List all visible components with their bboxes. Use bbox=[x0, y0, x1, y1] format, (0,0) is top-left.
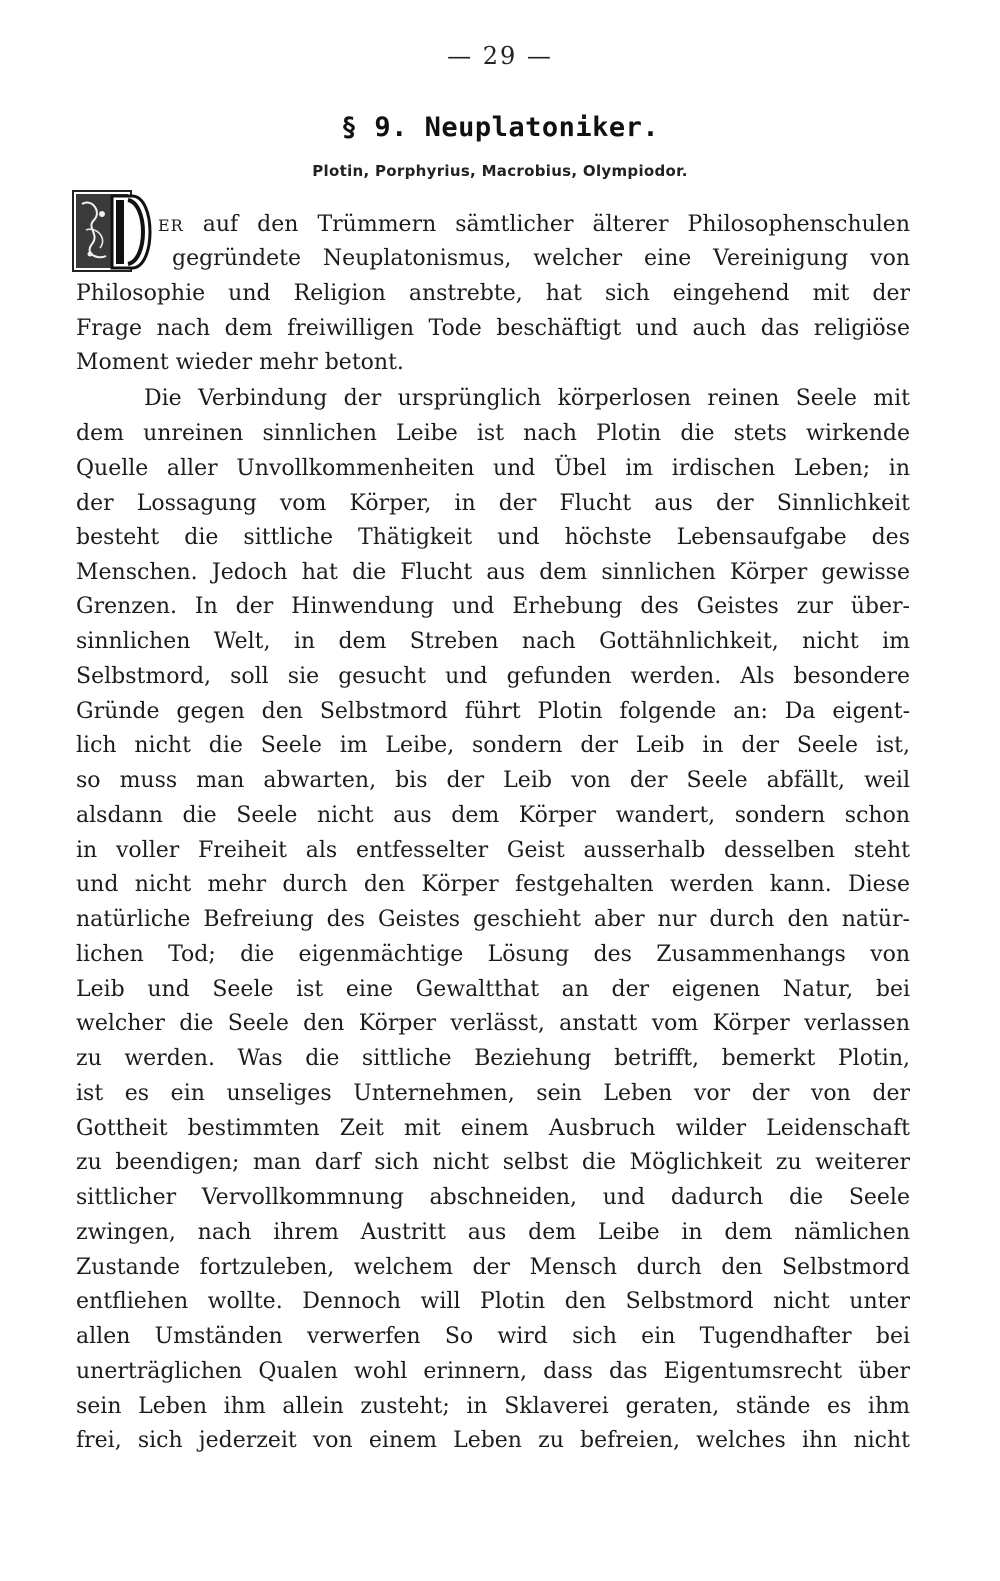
text-line: lichen Tod; die eigenmächtige Lösung des Zusammenhangs von bbox=[76, 942, 910, 967]
text-line: zwingen, nach ihrem Austritt aus dem Leibe in dem nämlichen bbox=[76, 1220, 910, 1245]
text-line: so muss man abwarten, bis der Leib von der Seele abfällt, weil bbox=[76, 768, 910, 793]
text-line: der Lossagung vom Körper, in der Flucht aus der Sinnlichkeit bbox=[76, 491, 910, 516]
text-line: Grenzen. In der Hinwendung und Erhebung des Geistes zur über- bbox=[76, 594, 910, 619]
text-line: Moment wieder mehr betont. bbox=[76, 350, 404, 375]
text-line: Selbstmord, soll sie gesucht und gefunden werden. Als besondere bbox=[76, 664, 910, 689]
text-line: zu beendigen; man darf sich nicht selbst die Möglichkeit zu weiterer bbox=[76, 1150, 910, 1175]
first-word-caps: ER bbox=[158, 216, 184, 235]
text-line: welcher die Seele den Körper verlässt, anstatt vom Körper verlassen bbox=[76, 1011, 910, 1036]
text-line: Philosophie und Religion anstrebte, hat sich eingehend mit der bbox=[76, 281, 910, 306]
text-line: Gottheit bestimmten Zeit mit einem Ausbruch wilder Leidenschaft bbox=[76, 1116, 910, 1141]
text-line: sein Leben ihm allein zusteht; in Sklaverei geraten, stände es ihm bbox=[76, 1394, 910, 1419]
text-line: Zustande fortzuleben, welchem der Mensch durch den Selbstmord bbox=[76, 1255, 910, 1280]
text-line: besteht die sittliche Thätigkeit und höchste Lebensaufgabe des bbox=[76, 525, 910, 550]
text-line: Quelle aller Unvollkommenheiten und Übel im irdischen Leben; in bbox=[76, 456, 910, 481]
text-line: Leib und Seele ist eine Gewaltthat an der eigenen Natur, bei bbox=[76, 977, 910, 1002]
text-line: ist es ein unseliges Unternehmen, sein Leben vor der von der bbox=[76, 1081, 910, 1106]
text-line: alsdann die Seele nicht aus dem Körper wandert, sondern schon bbox=[76, 803, 910, 828]
section-heading: § 9. Neuplatoniker. bbox=[340, 112, 660, 143]
text-line bbox=[158, 208, 910, 242]
text-line: und nicht mehr durch den Körper festgehalten werden kann. Diese bbox=[76, 872, 910, 897]
text-line: frei, sich jederzeit von einem Leben zu befreien, welches ihn nicht bbox=[76, 1428, 910, 1453]
text-line: Frage nach dem freiwilligen Tode beschäftigt und auch das religiöse bbox=[76, 316, 910, 341]
section-subtitle: Plotin, Porphyrius, Macrobius, Olympiodor. bbox=[312, 162, 688, 180]
text-line-content: auf den Trümmern sämtlicher älterer Philosophenschulen bbox=[183, 212, 910, 237]
text-line: sittlicher Vervollkommnung abschneiden, und dadurch die Seele bbox=[76, 1185, 910, 1210]
text-line: zu werden. Was die sittliche Beziehung betrifft, bemerkt Plotin, bbox=[76, 1046, 910, 1071]
page-number: — 29 — bbox=[447, 42, 553, 70]
text-line: natürliche Befreiung des Geistes geschieht aber nur durch den natür- bbox=[76, 907, 910, 932]
text-line: Gründe gegen den Selbstmord führt Plotin folgende an: Da eigent- bbox=[76, 699, 910, 724]
text-line: lich nicht die Seele im Leibe, sondern der Leib in der Seele ist, bbox=[76, 733, 910, 758]
text-line: Die Verbindung der ursprünglich körperlosen reinen Seele mit bbox=[144, 386, 910, 411]
text-line: allen Umständen verwerfen So wird sich ein Tugendhafter bei bbox=[76, 1324, 910, 1349]
text-line: dem unreinen sinnlichen Leibe ist nach Plotin die stets wirkende bbox=[76, 421, 910, 446]
text-line: gegründete Neuplatonismus, welcher eine Vereinigung von bbox=[172, 246, 910, 271]
text-line: unerträglichen Qualen wohl erinnern, dass das Eigentumsrecht über bbox=[76, 1359, 910, 1384]
text-line: Menschen. Jedoch hat die Flucht aus dem sinnlichen Körper gewisse bbox=[76, 560, 910, 585]
text-line: entfliehen wollte. Dennoch will Plotin den Selbstmord nicht unter bbox=[76, 1289, 910, 1314]
text-line: sinnlichen Welt, in dem Streben nach Gottähnlichkeit, nicht im bbox=[76, 629, 910, 654]
text-line: in voller Freiheit als entfesselter Geist ausserhalb desselben steht bbox=[76, 838, 910, 863]
